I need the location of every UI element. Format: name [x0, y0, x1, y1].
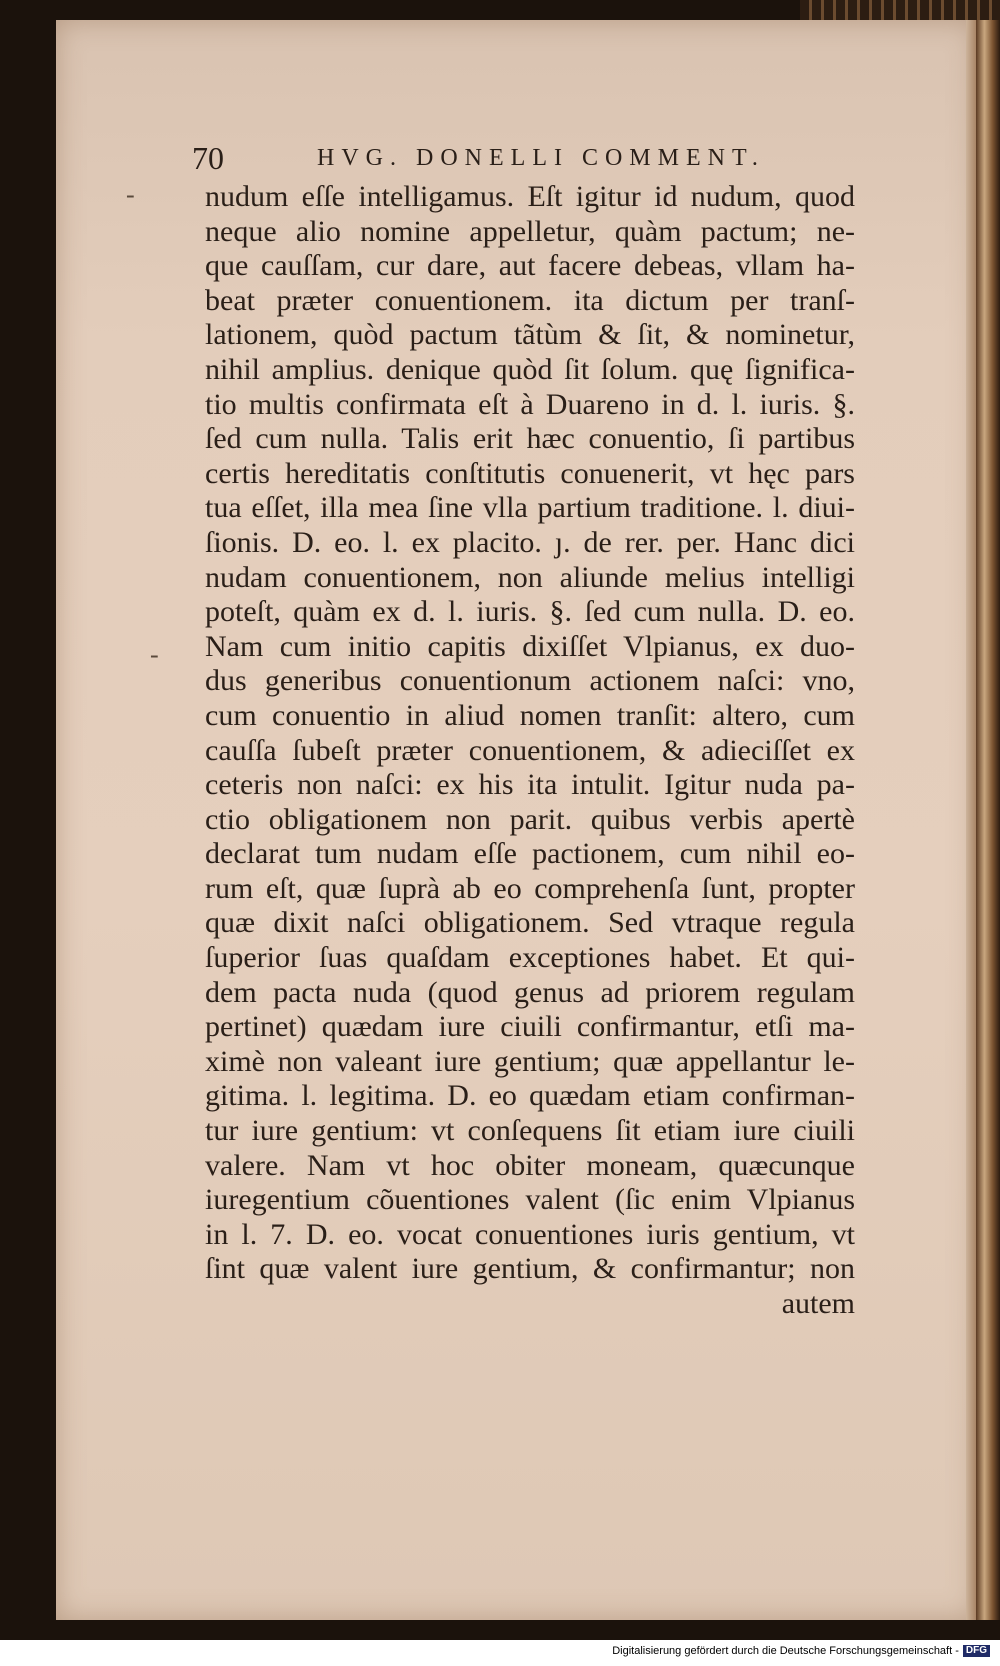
page-header: [192, 138, 842, 178]
running-head: HVG. DONELLI COMMENT.: [317, 145, 765, 171]
digitization-credit: [612, 1645, 990, 1657]
text-line: ſint quæ valent iure gentium, & confirmantur; non: [205, 1252, 855, 1286]
text-line: poteſt, quàm ex d. l. iuris. §. ſed cum nulla. D. eo.: [205, 595, 855, 629]
text-line: nihil amplius. denique quòd ſit ſolum. quę ſignifica-: [205, 352, 855, 386]
text-line: rum eſt, quæ ſuprà ab eo comprehenſa ſunt, propter: [205, 871, 855, 905]
text-line: ſionis. D. eo. l. ex placito. ȷ. de rer. per. Hanc dici: [205, 525, 855, 559]
text-line: ſuperior ſuas quaſdam exceptiones habet. Et qui-: [205, 941, 855, 975]
margin-mark: -: [150, 640, 159, 669]
text-line: pertinet) quædam iure ciuili confirmantur, etſi ma-: [205, 1010, 855, 1044]
text-line: certis hereditatis conſtitutis conuenerit, vt hęc pars: [205, 456, 855, 490]
text-line: in l. 7. D. eo. vocat conuentiones iuris gentium, vt: [205, 1217, 855, 1251]
text-line: tua eſſet, illa mea ſine vlla partium traditione. l. diui-: [205, 491, 855, 525]
text-line: declarat tum nudam eſſe pactionem, cum nihil eo-: [205, 837, 855, 871]
text-line: neque alio nomine appelletur, quàm pactum; ne-: [205, 214, 855, 248]
text-line: tio multis confirmata eſt à Duareno in d. l. iuris. §.: [205, 387, 855, 421]
text-line: quæ dixit naſci obligationem. Sed vtraque regula: [205, 906, 855, 940]
text-line: gitima. l. legitima. D. eo quædam etiam confirman-: [205, 1079, 855, 1113]
text-line: ſed cum nulla. Talis erit hæc conuentio, ſi partibus: [205, 422, 855, 456]
text-line: beat præter conuentionem. ita dictum per tranſ-: [205, 283, 855, 317]
margin-mark: -: [126, 180, 135, 209]
text-line: que cauſſam, cur dare, aut facere debeas, vllam ha-: [205, 249, 855, 283]
text-line: ctio obligationem non parit. quibus verbis apertè: [205, 802, 855, 836]
dfg-logo: DFG: [963, 1645, 990, 1657]
text-line: nudum eſſe intelligamus. Eſt igitur id nudum, quod: [205, 180, 855, 213]
text-line: ceteris non naſci: ex his ita intulit. Igitur nuda pa-: [205, 768, 855, 802]
text-line: cauſſa ſubeſt præter conuentionem, & adieciſſet ex: [205, 733, 855, 767]
text-line: dus generibus conuentionum actionem naſci: vno,: [205, 664, 855, 698]
text-line: tur iure gentium: vt conſequens ſit etiam iure ciuili: [205, 1114, 855, 1148]
page-gutter: [966, 20, 976, 1620]
text-line: valere. Nam vt hoc obiter moneam, quæcunque: [205, 1148, 855, 1182]
catchword: autem: [781, 1287, 855, 1320]
credit-text: Digitalisierung gefördert durch die Deutsche Forschungsgemeinschaft -: [612, 1645, 959, 1657]
text-line: ximè non valeant iure gentium; quæ appellantur le-: [205, 1044, 855, 1078]
book-top-edge: [800, 0, 1000, 20]
text-line: lationem, quòd pactum tãtùm & ſit, & nominetur,: [205, 318, 855, 352]
body-text: [205, 180, 855, 1322]
text-line: cum conuentio in aliud nomen tranſit: altero, cum: [205, 698, 855, 732]
book-binding-edge: [976, 20, 1000, 1620]
text-line: dem pacta nuda (quod genus ad priorem regulam: [205, 975, 855, 1009]
text-line: nudam conuentionem, non aliunde melius intelligi: [205, 560, 855, 594]
page-number: 70: [192, 140, 224, 176]
text-line: iuregentium cõuentiones valent (ſic enim Vlpianus: [205, 1183, 855, 1217]
text-line: Nam cum initio capitis dixiſſet Vlpianus, ex duo-: [205, 629, 855, 663]
